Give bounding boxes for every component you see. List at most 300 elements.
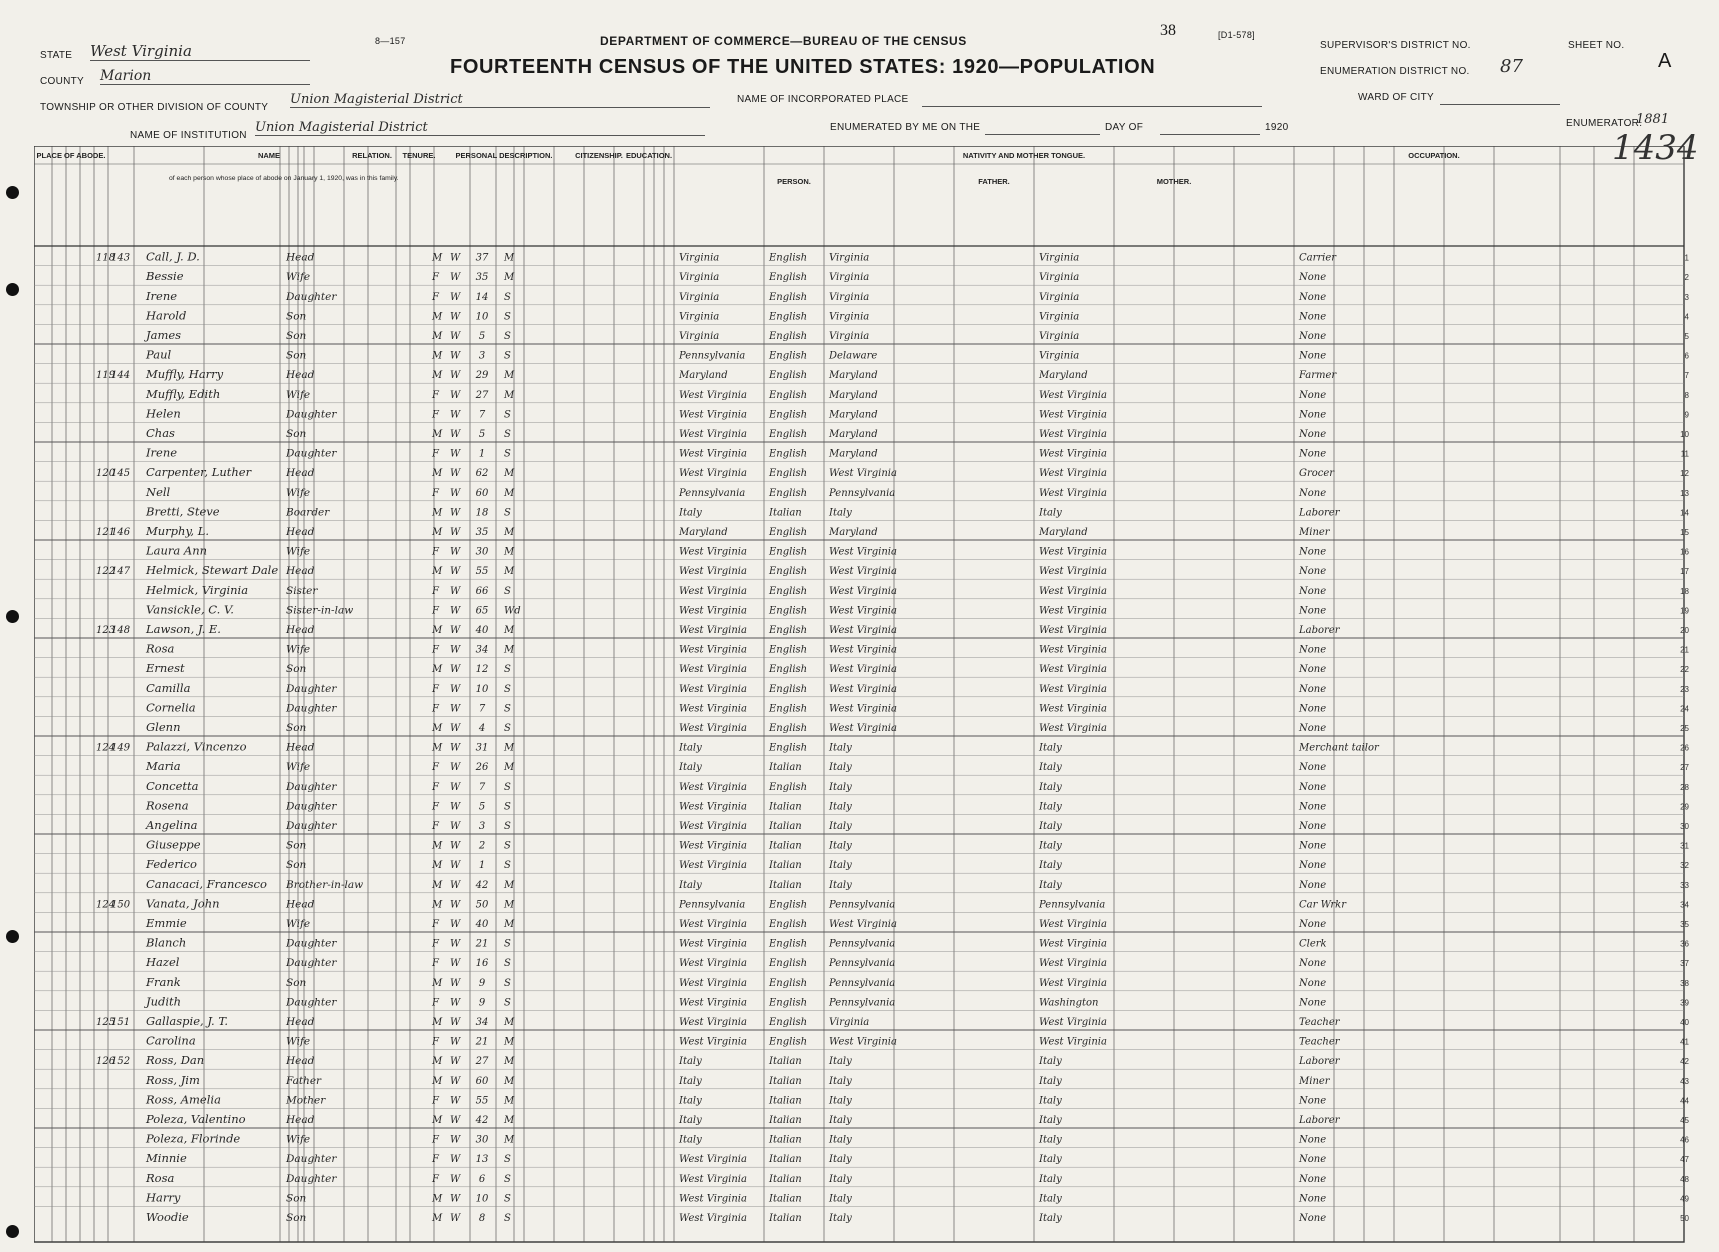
birthplace-cell: West Virginia: [679, 1213, 747, 1224]
person-name: Canacaci, Francesco: [146, 876, 267, 891]
mother-tongue-cell: Italian: [769, 1173, 802, 1185]
dwelling-number: 120: [96, 468, 116, 480]
mother-tongue-cell: English: [769, 997, 808, 1009]
sex-cell: F: [432, 272, 439, 284]
father-birthplace-cell: West Virginia: [829, 1036, 897, 1048]
enumerator-label: ENUMERATOR.: [1566, 118, 1643, 129]
sex-cell: F: [432, 448, 439, 460]
line-number: 10: [1680, 430, 1689, 439]
mother-birthplace-cell: West Virginia: [1039, 1017, 1107, 1028]
line-number: 32: [1680, 861, 1689, 871]
marital-status-cell: M: [504, 742, 515, 754]
marital-status-cell: M: [504, 546, 515, 558]
race-cell: W: [450, 1017, 461, 1028]
sex-cell: M: [432, 1193, 443, 1205]
person-name: Palazzi, Vincenzo: [146, 739, 247, 754]
birthplace-cell: West Virginia: [679, 840, 747, 852]
occupation-cell: None: [1299, 1193, 1327, 1205]
sex-cell: M: [432, 977, 443, 989]
mother-tongue-cell: English: [769, 527, 808, 538]
line-number: 24: [1680, 704, 1689, 714]
age-cell: 2: [478, 840, 486, 852]
occupation-cell: None: [1299, 644, 1327, 656]
race-cell: W: [450, 1036, 461, 1048]
sex-cell: M: [432, 879, 443, 891]
person-name: Ross, Jim: [146, 1072, 200, 1087]
age-cell: 14: [475, 291, 489, 303]
relation-cell: Son: [286, 330, 307, 342]
relation-cell: Brother-in-law: [286, 878, 364, 891]
occupation-cell: None: [1299, 723, 1327, 734]
relation-cell: Wife: [286, 388, 311, 401]
person-name: Minnie: [146, 1151, 187, 1166]
marital-status-cell: S: [504, 291, 511, 303]
age-cell: 3: [478, 821, 486, 832]
relation-cell: Sister-in-law: [286, 604, 354, 617]
family-number: 149: [111, 742, 131, 754]
supervisor-district-label: SUPERVISOR'S DISTRICT NO.: [1320, 40, 1471, 51]
father-birthplace-cell: Italy: [829, 1173, 852, 1185]
birthplace-cell: Virginia: [679, 272, 720, 284]
father-birthplace-cell: West Virginia: [829, 723, 897, 734]
marital-status-cell: M: [504, 272, 515, 284]
sex-cell: F: [432, 938, 439, 950]
person-name: Concetta: [146, 778, 199, 793]
person-name: Rosena: [146, 798, 189, 813]
race-cell: W: [450, 997, 461, 1009]
line-number: 47: [1680, 1155, 1689, 1165]
county-label: COUNTY: [40, 76, 85, 87]
occupation-cell: None: [1299, 1154, 1327, 1166]
age-cell: 18: [475, 507, 489, 519]
relation-cell: Daughter: [286, 682, 337, 695]
race-cell: W: [450, 1173, 461, 1185]
line-number: 20: [1680, 626, 1689, 635]
marital-status-cell: S: [504, 1193, 511, 1205]
mother-birthplace-cell: West Virginia: [1039, 409, 1107, 421]
relation-cell: Head: [286, 624, 315, 636]
sex-cell: M: [432, 840, 443, 852]
mother-birthplace-cell: West Virginia: [1039, 605, 1107, 617]
line-number: 16: [1680, 547, 1689, 557]
dwelling-number: 124: [96, 899, 116, 911]
birthplace-cell: Pennsylvania: [679, 487, 746, 499]
race-cell: W: [450, 370, 461, 382]
line-number: 31: [1680, 841, 1689, 851]
race-cell: W: [450, 781, 461, 793]
occupation-cell: None: [1299, 272, 1327, 284]
person-name: Vansickle, C. V.: [146, 602, 234, 617]
relation-cell: Head: [286, 526, 315, 538]
relation-cell: Head: [286, 565, 315, 578]
person-name: Harold: [146, 308, 187, 323]
father-birthplace-cell: Italy: [829, 1154, 852, 1166]
mother-birthplace-cell: Italy: [1039, 762, 1062, 774]
line-number: 29: [1680, 802, 1689, 812]
relation-cell: Daughter: [286, 800, 337, 813]
relation-cell: Wife: [286, 486, 311, 499]
person-name: Call, J. D.: [146, 249, 200, 264]
marital-status-cell: S: [504, 938, 511, 950]
group-label-name: NAME: [257, 151, 281, 160]
relation-cell: Head: [286, 1114, 315, 1126]
age-cell: 21: [475, 1036, 489, 1048]
relation-cell: Son: [286, 310, 307, 323]
line-number: 3: [1684, 292, 1689, 302]
occupation-cell: None: [1299, 997, 1327, 1009]
age-cell: 9: [478, 997, 486, 1009]
marital-status-cell: M: [504, 1036, 515, 1048]
family-number: 151: [111, 1017, 131, 1028]
birthplace-cell: West Virginia: [679, 664, 747, 676]
birthplace-cell: Italy: [679, 879, 702, 891]
birthplace-cell: West Virginia: [679, 958, 747, 970]
township-value: Union Magisterial District: [290, 92, 710, 108]
occupation-cell: None: [1299, 703, 1327, 715]
relation-cell: Head: [286, 741, 315, 754]
birthplace-cell: Italy: [679, 507, 702, 519]
person-name: Frank: [146, 974, 181, 989]
mother-tongue-cell: English: [769, 742, 808, 754]
marital-status-cell: M: [504, 1115, 515, 1126]
mother-birthplace-cell: West Virginia: [1039, 938, 1107, 950]
mother-birthplace-cell: West Virginia: [1039, 468, 1107, 480]
relation-cell: Head: [286, 1055, 315, 1068]
marital-status-cell: S: [504, 723, 511, 734]
birthplace-cell: West Virginia: [679, 703, 747, 715]
race-cell: W: [450, 644, 461, 656]
occupation-cell: Teacher: [1299, 1036, 1340, 1048]
mother-tongue-cell: English: [769, 291, 808, 303]
age-cell: 16: [475, 958, 489, 970]
age-cell: 60: [475, 1075, 489, 1087]
group-label-citizenship: CITIZENSHIP.: [575, 151, 623, 160]
mother-birthplace-cell: Virginia: [1039, 350, 1080, 362]
birthplace-cell: West Virginia: [679, 938, 747, 950]
mother-tongue-cell: English: [769, 1036, 808, 1048]
sex-cell: M: [432, 507, 443, 519]
birthplace-cell: Maryland: [679, 370, 728, 382]
race-cell: W: [450, 625, 461, 636]
occupation-cell: None: [1299, 781, 1327, 793]
mother-tongue-cell: English: [769, 605, 808, 617]
marital-status-cell: S: [504, 448, 511, 460]
occupation-cell: None: [1299, 879, 1327, 891]
father-birthplace-cell: Pennsylvania: [829, 997, 896, 1009]
sex-cell: M: [432, 664, 443, 676]
birthplace-cell: Virginia: [679, 252, 720, 264]
mother-tongue-cell: Italian: [769, 879, 802, 891]
birthplace-cell: West Virginia: [679, 801, 747, 813]
marital-status-cell: M: [504, 468, 515, 480]
mother-birthplace-cell: West Virginia: [1039, 566, 1107, 578]
person-name: Rosa: [146, 641, 175, 656]
mother-birthplace-cell: Italy: [1039, 1134, 1062, 1146]
race-cell: W: [450, 801, 461, 813]
relation-cell: Wife: [286, 1133, 311, 1146]
sex-cell: F: [432, 409, 439, 421]
occupation-cell: Merchant tailor: [1299, 742, 1379, 754]
marital-status-cell: M: [504, 625, 515, 636]
race-cell: W: [450, 723, 461, 734]
marital-status-cell: S: [504, 311, 511, 323]
line-number: 14: [1680, 508, 1689, 518]
sex-cell: M: [432, 1213, 443, 1224]
father-birthplace-cell: Pennsylvania: [829, 977, 896, 989]
father-birthplace-cell: Italy: [829, 1193, 852, 1205]
age-cell: 13: [475, 1154, 489, 1166]
father-birthplace-cell: Italy: [829, 742, 852, 754]
birthplace-cell: West Virginia: [679, 860, 747, 872]
mother-tongue-cell: Italian: [769, 1193, 802, 1205]
ward-label: WARD OF CITY: [1358, 92, 1435, 103]
punch-hole: [6, 610, 19, 623]
mother-tongue-cell: English: [769, 272, 808, 284]
township-label: TOWNSHIP OR OTHER DIVISION OF COUNTY: [40, 102, 269, 113]
person-name: Poleza, Florinde: [146, 1131, 241, 1146]
sex-cell: F: [432, 781, 439, 793]
relation-cell: Head: [286, 369, 315, 382]
birthplace-cell: West Virginia: [679, 389, 747, 401]
race-cell: W: [450, 448, 461, 460]
marital-status-cell: S: [504, 1154, 511, 1166]
institution-label: NAME OF INSTITUTION: [130, 130, 247, 141]
person-name: Helmick, Stewart Dale: [146, 563, 279, 578]
marital-status-cell: S: [504, 664, 511, 676]
line-number: 11: [1680, 449, 1689, 459]
occupation-cell: None: [1299, 762, 1327, 774]
sex-cell: F: [432, 801, 439, 813]
age-cell: 27: [475, 1056, 489, 1068]
father-birthplace-cell: Virginia: [829, 272, 870, 284]
birthplace-cell: West Virginia: [679, 429, 747, 440]
age-cell: 1: [478, 860, 486, 872]
person-name: Ross, Amelia: [146, 1092, 221, 1107]
sex-cell: F: [432, 958, 439, 970]
person-name: Murphy, L.: [146, 524, 210, 538]
father-birthplace-cell: Italy: [829, 840, 852, 852]
father-birthplace-cell: Pennsylvania: [829, 487, 896, 499]
mother-tongue-cell: English: [769, 977, 808, 989]
birthplace-cell: West Virginia: [679, 448, 747, 460]
line-number: 33: [1680, 880, 1689, 890]
relation-cell: Son: [286, 839, 307, 852]
line-number: 43: [1680, 1076, 1689, 1086]
family-number: 148: [111, 625, 131, 636]
mother-tongue-cell: English: [769, 958, 808, 970]
dwelling-number: 122: [96, 566, 116, 578]
age-cell: 5: [478, 331, 486, 342]
occupation-cell: None: [1299, 977, 1327, 989]
relation-cell: Daughter: [286, 447, 337, 460]
mother-birthplace-cell: Italy: [1039, 821, 1062, 832]
mother-tongue-cell: Italian: [769, 1056, 802, 1068]
mother-birthplace-cell: West Virginia: [1039, 723, 1107, 734]
mother-birthplace-cell: Italy: [1039, 1056, 1062, 1068]
line-number: 48: [1680, 1174, 1689, 1184]
sex-cell: F: [432, 997, 439, 1009]
age-cell: 30: [475, 1134, 489, 1146]
family-number: 150: [111, 899, 131, 911]
occupation-cell: Clerk: [1299, 938, 1327, 950]
incorporated-place-line: [922, 96, 1262, 107]
mother-tongue-cell: English: [769, 585, 808, 597]
person-name: Lawson, J. E.: [146, 622, 221, 636]
father-birthplace-cell: Pennsylvania: [829, 899, 896, 911]
person-name: Blanch: [146, 935, 187, 950]
age-cell: 1: [478, 448, 486, 460]
mother-tongue-cell: English: [769, 429, 808, 440]
age-cell: 3: [478, 350, 486, 362]
father-birthplace-cell: Maryland: [829, 370, 878, 382]
sex-cell: M: [432, 625, 443, 636]
marital-status-cell: S: [504, 703, 511, 715]
race-cell: W: [450, 703, 461, 715]
occupation-cell: None: [1299, 448, 1327, 460]
father-birthplace-cell: Italy: [829, 821, 852, 832]
relation-cell: Head: [286, 898, 315, 911]
marital-status-cell: S: [504, 585, 511, 597]
mother-birthplace-cell: Italy: [1039, 801, 1062, 813]
sex-cell: M: [432, 468, 443, 480]
father-birthplace-cell: Italy: [829, 801, 852, 813]
line-number: 15: [1680, 528, 1689, 537]
mother-birthplace-cell: Virginia: [1039, 272, 1080, 284]
occupation-cell: None: [1299, 664, 1327, 676]
mother-birthplace-cell: West Virginia: [1039, 1036, 1107, 1048]
age-cell: 29: [475, 370, 489, 382]
mother-tongue-cell: English: [769, 252, 808, 264]
age-cell: 42: [475, 1115, 489, 1126]
age-cell: 37: [475, 252, 489, 264]
age-cell: 9: [478, 977, 486, 989]
line-number: 7: [1684, 371, 1689, 381]
occupation-cell: Laborer: [1299, 625, 1340, 636]
sex-cell: M: [432, 311, 443, 323]
line-number: 26: [1680, 743, 1689, 753]
person-name: Nell: [146, 484, 171, 499]
line-number: 28: [1680, 782, 1689, 792]
father-birthplace-cell: Italy: [829, 1075, 852, 1087]
person-name: Carolina: [146, 1033, 196, 1048]
mother-birthplace-cell: Italy: [1039, 1075, 1062, 1087]
sheet-no-label: SHEET NO.: [1568, 40, 1625, 51]
birthplace-cell: Virginia: [679, 331, 720, 342]
occupation-cell: Laborer: [1299, 1056, 1340, 1068]
line-number: 22: [1680, 665, 1689, 675]
mother-birthplace-cell: Italy: [1039, 507, 1062, 519]
line-number: 38: [1680, 978, 1689, 988]
line-number: 19: [1680, 606, 1689, 616]
father-birthplace-cell: Italy: [829, 879, 852, 891]
person-name: Camilla: [146, 680, 191, 695]
mother-tongue-cell: Italian: [769, 1213, 802, 1224]
race-cell: W: [450, 860, 461, 872]
mother-tongue-cell: English: [769, 899, 808, 911]
group-label-nativity: NATIVITY AND MOTHER TONGUE.: [962, 151, 1086, 160]
occupation-cell: None: [1299, 331, 1327, 342]
relation-cell: Daughter: [286, 957, 337, 970]
age-cell: 10: [475, 683, 489, 695]
mother-birthplace-cell: West Virginia: [1039, 919, 1107, 930]
birthplace-cell: West Virginia: [679, 781, 747, 793]
dwelling-number: 118: [96, 252, 116, 264]
birthplace-cell: Italy: [679, 1115, 702, 1126]
occupation-cell: None: [1299, 683, 1327, 695]
mother-birthplace-cell: West Virginia: [1039, 977, 1107, 989]
mother-tongue-cell: Italian: [769, 1154, 802, 1166]
father-birthplace-cell: West Virginia: [829, 605, 897, 617]
birthplace-cell: West Virginia: [679, 625, 747, 636]
person-name: Maria: [146, 759, 181, 774]
person-name: Bretti, Steve: [146, 504, 220, 519]
occupation-cell: None: [1299, 1095, 1327, 1107]
punch-hole: [6, 930, 19, 943]
birthplace-cell: Italy: [679, 1095, 702, 1107]
relation-cell: Son: [286, 722, 307, 734]
dwelling-number: 125: [96, 1017, 116, 1028]
mother-tongue-cell: English: [769, 448, 808, 460]
father-birthplace-cell: Italy: [829, 1134, 852, 1146]
mother-birthplace-cell: Washington: [1039, 997, 1099, 1009]
age-cell: 26: [475, 762, 489, 774]
father-birthplace-cell: Italy: [829, 507, 852, 519]
occupation-cell: None: [1299, 409, 1327, 421]
mother-birthplace-cell: West Virginia: [1039, 389, 1107, 401]
mother-birthplace-cell: Maryland: [1039, 527, 1088, 538]
birthplace-cell: West Virginia: [679, 566, 747, 578]
occupation-cell: Farmer: [1299, 370, 1337, 382]
sex-cell: M: [432, 566, 443, 578]
sex-cell: F: [432, 1173, 439, 1185]
group-label-tenure: TENURE.: [402, 151, 436, 160]
age-cell: 35: [475, 272, 489, 284]
mother-tongue-cell: English: [769, 664, 808, 676]
mother-birthplace-cell: Virginia: [1039, 252, 1080, 264]
mother-birthplace-cell: Italy: [1039, 879, 1062, 891]
father-birthplace-cell: Italy: [829, 1056, 852, 1068]
mother-tongue-cell: English: [769, 409, 808, 421]
marital-status-cell: M: [504, 252, 515, 264]
sex-cell: F: [432, 919, 439, 930]
relation-cell: Son: [286, 663, 307, 676]
age-cell: 12: [475, 664, 489, 676]
occupation-cell: None: [1299, 919, 1327, 930]
line-number: 17: [1680, 567, 1689, 577]
marital-status-cell: S: [504, 840, 511, 852]
mother-tongue-cell: English: [769, 1017, 808, 1028]
line-number: 40: [1680, 1018, 1689, 1027]
birthplace-cell: West Virginia: [679, 409, 747, 421]
birthplace-cell: Italy: [679, 1134, 702, 1146]
line-number: 6: [1684, 351, 1689, 361]
race-cell: W: [450, 291, 461, 303]
occupation-cell: None: [1299, 585, 1327, 597]
sex-cell: F: [432, 703, 439, 715]
age-cell: 6: [478, 1173, 486, 1185]
marital-status-cell: M: [504, 919, 515, 930]
person-name: Angelina: [146, 818, 198, 832]
father-birthplace-cell: Virginia: [829, 252, 870, 264]
birthplace-cell: Italy: [679, 1075, 702, 1087]
race-cell: W: [450, 468, 461, 480]
punch-hole: [6, 186, 19, 199]
line-number: 12: [1680, 469, 1689, 479]
relation-cell: Father: [286, 1074, 322, 1087]
line-number: 37: [1680, 959, 1689, 969]
mother-birthplace-cell: Italy: [1039, 742, 1062, 754]
occupation-cell: None: [1299, 605, 1327, 617]
